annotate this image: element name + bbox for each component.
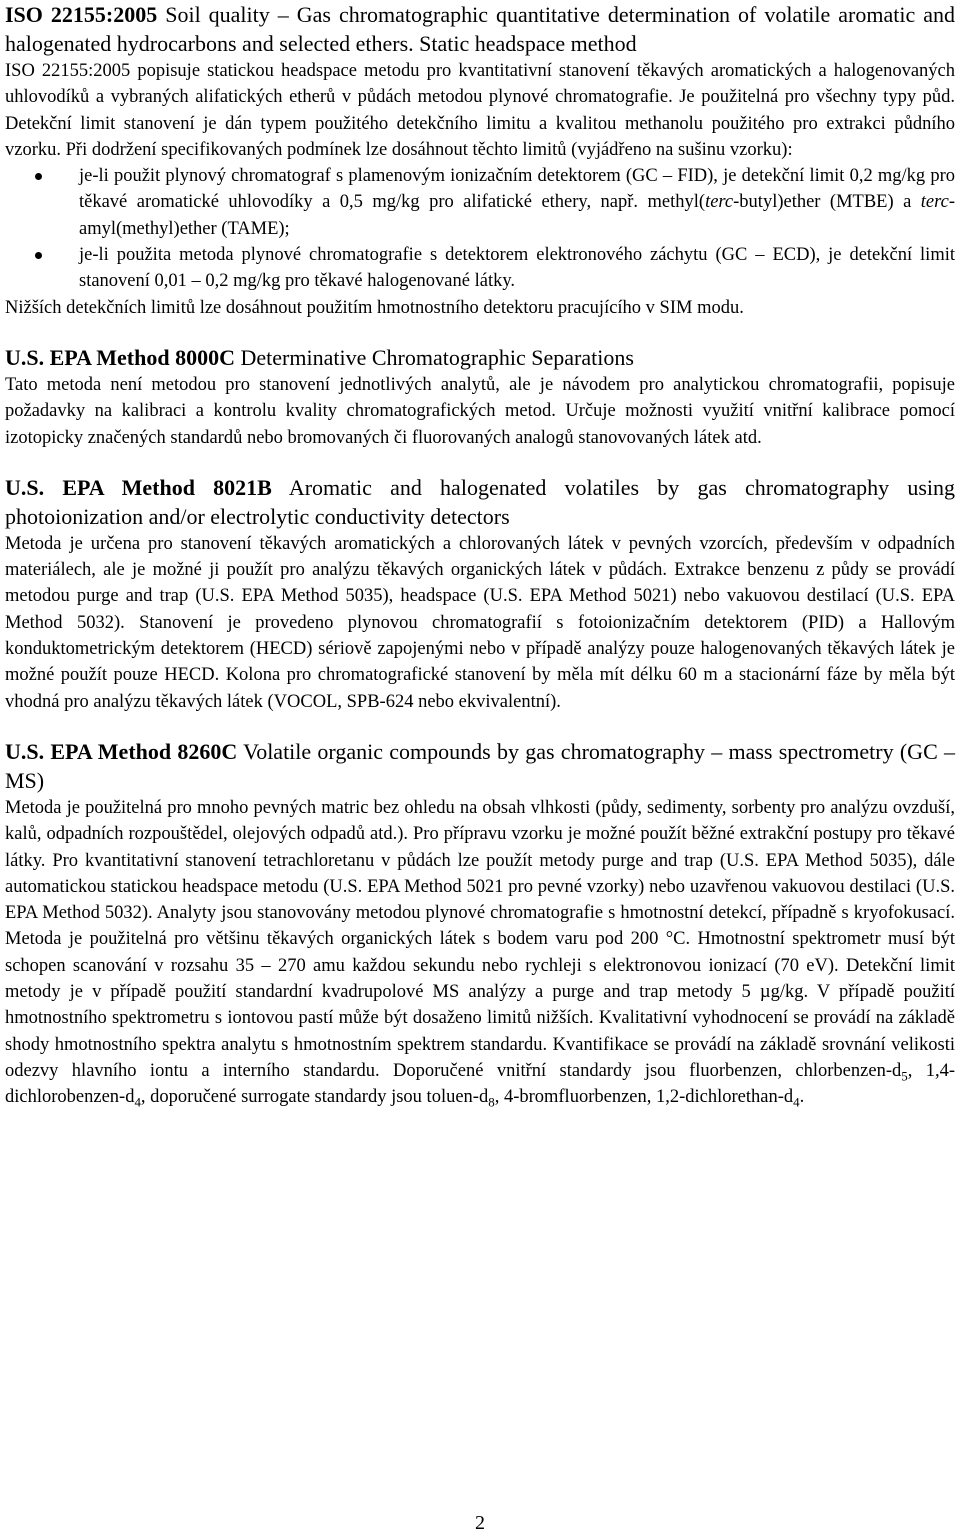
method-8000c-code: U.S. EPA Method 8000C: [5, 344, 235, 370]
iso-22155-title: Soil quality – Gas chromatographic quantitative determination of volatile aromatic and halogenated hydrocarbons and selected ethers. Static headspace method: [5, 2, 955, 56]
page-number: 2: [475, 1512, 485, 1534]
iso-22155-paragraph: ISO 22155:2005 popisuje statickou headspace metodu pro kvantitativní stanovení těkavých aromatických a halogenovaných uhlovodíků a vybraných alifatických etherů v půdách metodou plynové chromatografie. Je použitelná pro všechny typy půd. Detekční limit stanovení je dán typem použitého detekčního limitu a kvalitou methanolu použitého pro extrakci půdního vzorku. Při dodržení specifikovaných podmínek lze dosáhnout těchto limitů (vyjádřeno na sušinu vzorku):: [5, 61, 955, 160]
bullet-icon: [35, 252, 42, 259]
detection-limit-list: [5, 163, 955, 294]
list-item: je-li použita metoda plynové chromatografie s detektorem elektronového záchytu (GC – ECD), je detekční limit stanovení 0,01 – 0,2 mg/kg pro těkavé halogenované látky.: [5, 242, 955, 295]
method-8260c-title: Volatile organic compounds by gas chromatography – mass spectrometry (GC – MS): [5, 738, 956, 793]
iso-22155-code: ISO 22155:2005: [5, 2, 158, 27]
method-8021b-heading: [5, 473, 955, 531]
iso-22155-note: Nižších detekčních limitů lze dosáhnout použitím hmotnostního detektoru pracujícího v SIM modu.: [5, 297, 744, 318]
document-page: [5, 0, 955, 1111]
iso-22155-heading: [5, 0, 955, 58]
method-8000c-heading: [5, 343, 955, 372]
bullet-icon: [35, 173, 42, 180]
method-8260c-code: U.S. EPA Method 8260C: [5, 738, 238, 764]
method-8000c-title: Determinative Chromatographic Separations: [235, 344, 634, 370]
method-8260c-paragraph: Metoda je použitelná pro mnoho pevných matric bez ohledu na obsah vlhkosti (půdy, sedimenty, sorbenty pro analýzu ovzduší, kalů, odpadních rozpouštědel, olejových odpadů atd.). Pro přípravu vzorku je možné použít běžné extrakční postupy pro těkavé látky. Pro kvantitativní stanovení tetrachloretanu v půdách lze použít metody purge and trap (U.S. EPA Method 5035), dále automatickou statickou headspace metodu (U.S. EPA Method 5021 pro pevné vzorky) nebo uzavřenou vakuovou destilaci (U.S. EPA Method 5032). Analyty jsou stanovovány metodou plynové chromatografie s hmotnostní detekcí, případně s kryofokusací. Metoda je použitelná pro většinu těkavých organických látek s bodem varu pod 200 °C. Hmotnostní spektrometr musí být schopen scanování v rozsahu 35 – 270 amu každou sekundu nebo rychleji s elektronovou ionizací (70 eV). Detekční limit metody je v případě použití standardní kvadrupolové MS analýzy a purge and trap metody 5 µg/kg. V případě použití hmotnostního spektrometru s iontovou pastí může být dosaženo limitů nižších. Kvalitativní vyhodnocení se provádí na základě shody hmotnostního spektra analytu s hmotnostním spektrem standardu. Kvantifikace se provádí na základě srovnání velikosti odezvy hlavního iontu a interního standardu. Doporučené vnitřní standardy jsou fluorbenzen, chlorbenzen-$d_5$, $1,4-dichlorobenzen-d_4$, doporučené surrogate standardy jsou toluen-$d_8$, 4-bromfluorbenzen, $1,2-dichlorethan-d_4$.: [5, 797, 955, 1110]
method-8021b-code: U.S. EPA Method 8021B: [5, 474, 272, 500]
list-item: je-li použit plynový chromatograf s plamenovým ionizačním detektorem (GC – FID), je detekční limit 0,2 mg/kg pro těkavé aromatické uhlovodíky a 0,5 mg/kg pro alifatické ethery, např. methyl(terc-butyl)ether (MTBE) a terc-amyl(methyl)ether (TAME);: [5, 163, 955, 242]
method-8021b-title: Aromatic and halogenated volatiles by gas chromatography using photoionization and/or electrolytic conductivity detectors: [5, 474, 956, 529]
method-8021b-paragraph: Metoda je určena pro stanovení těkavých aromatických a chlorovaných látek v pevných vzorcích, především v odpadních materiálech, ale je možné ji použít pro analýzu těkavých organických látek v půdách. Extrakce benzenu z půdy se provádí metodou purge and trap (U.S. EPA Method 5035), headspace (U.S. EPA Method 5021) nebo vakuovou destilací (U.S. EPA Method 5032). Stanovení je provedeno plynovou chromatografií s fotoionizačním detektorem (PID) a Hallovým konduktometrickým detektorem (HECD) sériově zapojenými nebo v případě analýzy pouze halogenovaných těkavých látek je možné použít pouze HECD. Kolona pro chromatografické stanovení by měla mít délku 60 m a stacionární fáze by měla být vhodná pro analýzu těkavých látek (VOCOL, SPB-624 nebo ekvivalentní).: [5, 533, 955, 712]
method-8260c-heading: [5, 737, 955, 795]
method-8000c-paragraph: Tato metoda není metodou pro stanovení jednotlivých analytů, ale je návodem pro analytickou chromatografii, popisuje požadavky na kalibraci a kontrolu kvality chromatografických metod. Určuje možnosti využití vnitřní kalibrace pomocí izotopicky značených standardů nebo bromovaných či fluorovaných analogů stanovovaných látek atd.: [5, 374, 955, 448]
